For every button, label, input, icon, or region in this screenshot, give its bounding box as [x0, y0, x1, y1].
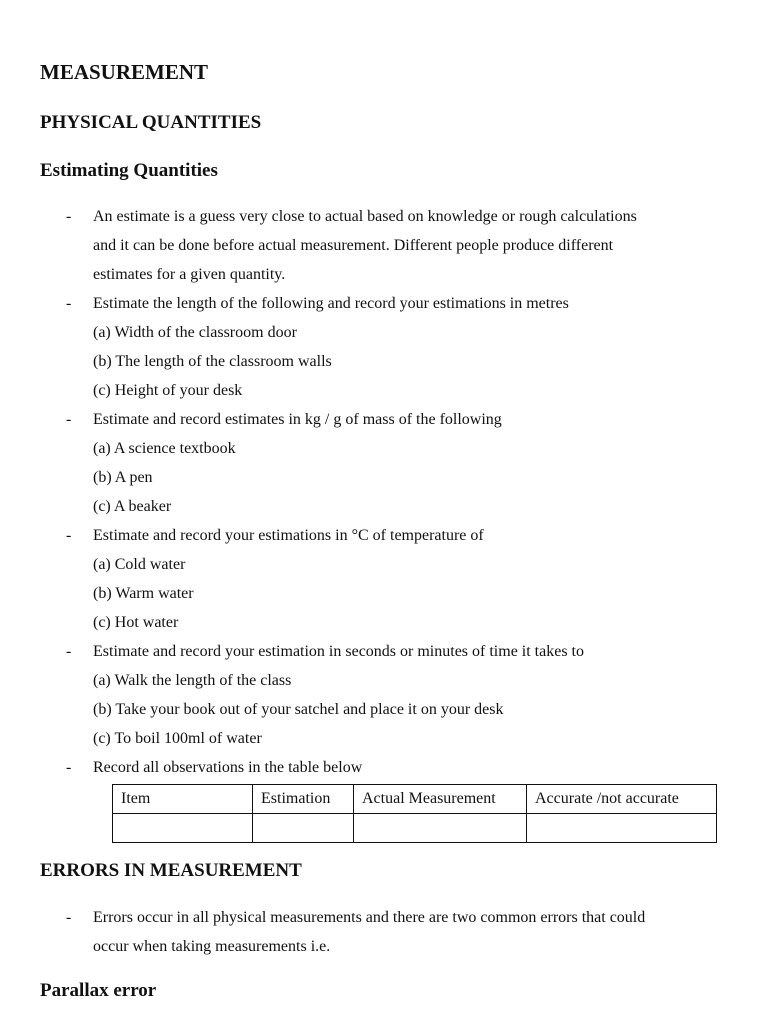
bullet-dash: -	[66, 759, 72, 776]
sub-item	[0, 347, 768, 376]
sub-item-text: (a) A science textbook	[93, 440, 236, 457]
table-row	[113, 814, 717, 843]
section-heading-errors: ERRORS IN MEASUREMENT	[40, 860, 302, 881]
list-item-text: occur when taking measurements i.e.	[93, 938, 331, 955]
list-item-continuation	[0, 260, 768, 289]
list-item	[0, 289, 768, 318]
sub-item-text: (b) A pen	[93, 469, 153, 486]
sub-item-text: (b) Take your book out of your satchel and place it on your desk	[93, 701, 504, 718]
subsection-heading-parallax: Parallax error	[40, 980, 157, 1001]
sub-item	[0, 579, 768, 608]
list-item-text: Estimate and record your estimations in °C of temperature of	[93, 527, 484, 544]
table-cell-empty	[253, 814, 354, 843]
bullet-dash: -	[66, 295, 72, 312]
list-item-text: Estimate and record estimates in kg / g of mass of the following	[93, 411, 502, 428]
table-cell-empty	[527, 814, 717, 843]
table-header-row	[113, 785, 717, 814]
sub-item-text: (a) Walk the length of the class	[93, 672, 292, 689]
table-header-actual-measurement: Actual Measurement	[354, 785, 527, 814]
list-item-text: Estimate the length of the following and record your estimations in metres	[93, 295, 569, 312]
sub-item-text: (c) A beaker	[93, 498, 172, 515]
page-title: MEASUREMENT	[40, 60, 209, 84]
sub-item	[0, 666, 768, 695]
sub-item	[0, 463, 768, 492]
bullet-dash: -	[66, 527, 72, 544]
sub-item	[0, 376, 768, 405]
subsection-heading-estimating: Estimating Quantities	[40, 160, 218, 181]
list-item-continuation	[0, 932, 768, 961]
list-item	[0, 637, 768, 666]
list-item	[0, 521, 768, 550]
sub-item	[0, 318, 768, 347]
list-item	[0, 903, 768, 932]
list-item	[0, 405, 768, 434]
bullet-dash: -	[66, 909, 72, 926]
table-header-accuracy: Accurate /not accurate	[527, 785, 717, 814]
sub-item-text: (a) Width of the classroom door	[93, 324, 297, 341]
list-item-continuation	[0, 231, 768, 260]
sub-item-text: (c) Height of your desk	[93, 382, 243, 399]
sub-item-text: (c) To boil 100ml of water	[93, 730, 262, 747]
list-item-text: and it can be done before actual measurement. Different people produce different	[93, 237, 614, 254]
list-item	[0, 202, 768, 231]
sub-item	[0, 434, 768, 463]
sub-item-text: (b) Warm water	[93, 585, 194, 602]
list-item-text: Errors occur in all physical measurements and there are two common errors that could	[93, 909, 646, 926]
list-item	[0, 753, 768, 782]
sub-item	[0, 550, 768, 579]
list-item-text: Estimate and record your estimation in seconds or minutes of time it takes to	[93, 643, 584, 660]
sub-item	[0, 492, 768, 521]
section-heading-physical-quantities: PHYSICAL QUANTITIES	[40, 112, 262, 133]
list-item-text: estimates for a given quantity.	[93, 266, 286, 283]
sub-item-text: (b) The length of the classroom walls	[93, 353, 332, 370]
sub-item	[0, 608, 768, 637]
table-header-item: Item	[113, 785, 253, 814]
list-item-text: An estimate is a guess very close to actual based on knowledge or rough calculations	[93, 208, 637, 225]
sub-item	[0, 724, 768, 753]
bullet-dash: -	[66, 411, 72, 428]
bullet-dash: -	[66, 208, 72, 225]
table-header-estimation: Estimation	[253, 785, 354, 814]
table-cell-empty	[113, 814, 253, 843]
sub-item-text: (a) Cold water	[93, 556, 186, 573]
bullet-dash: -	[66, 643, 72, 660]
observations-table	[112, 784, 717, 843]
list-item-text: Record all observations in the table below	[93, 759, 363, 776]
sub-item-text: (c) Hot water	[93, 614, 179, 631]
sub-item	[0, 695, 768, 724]
table-cell-empty	[354, 814, 527, 843]
